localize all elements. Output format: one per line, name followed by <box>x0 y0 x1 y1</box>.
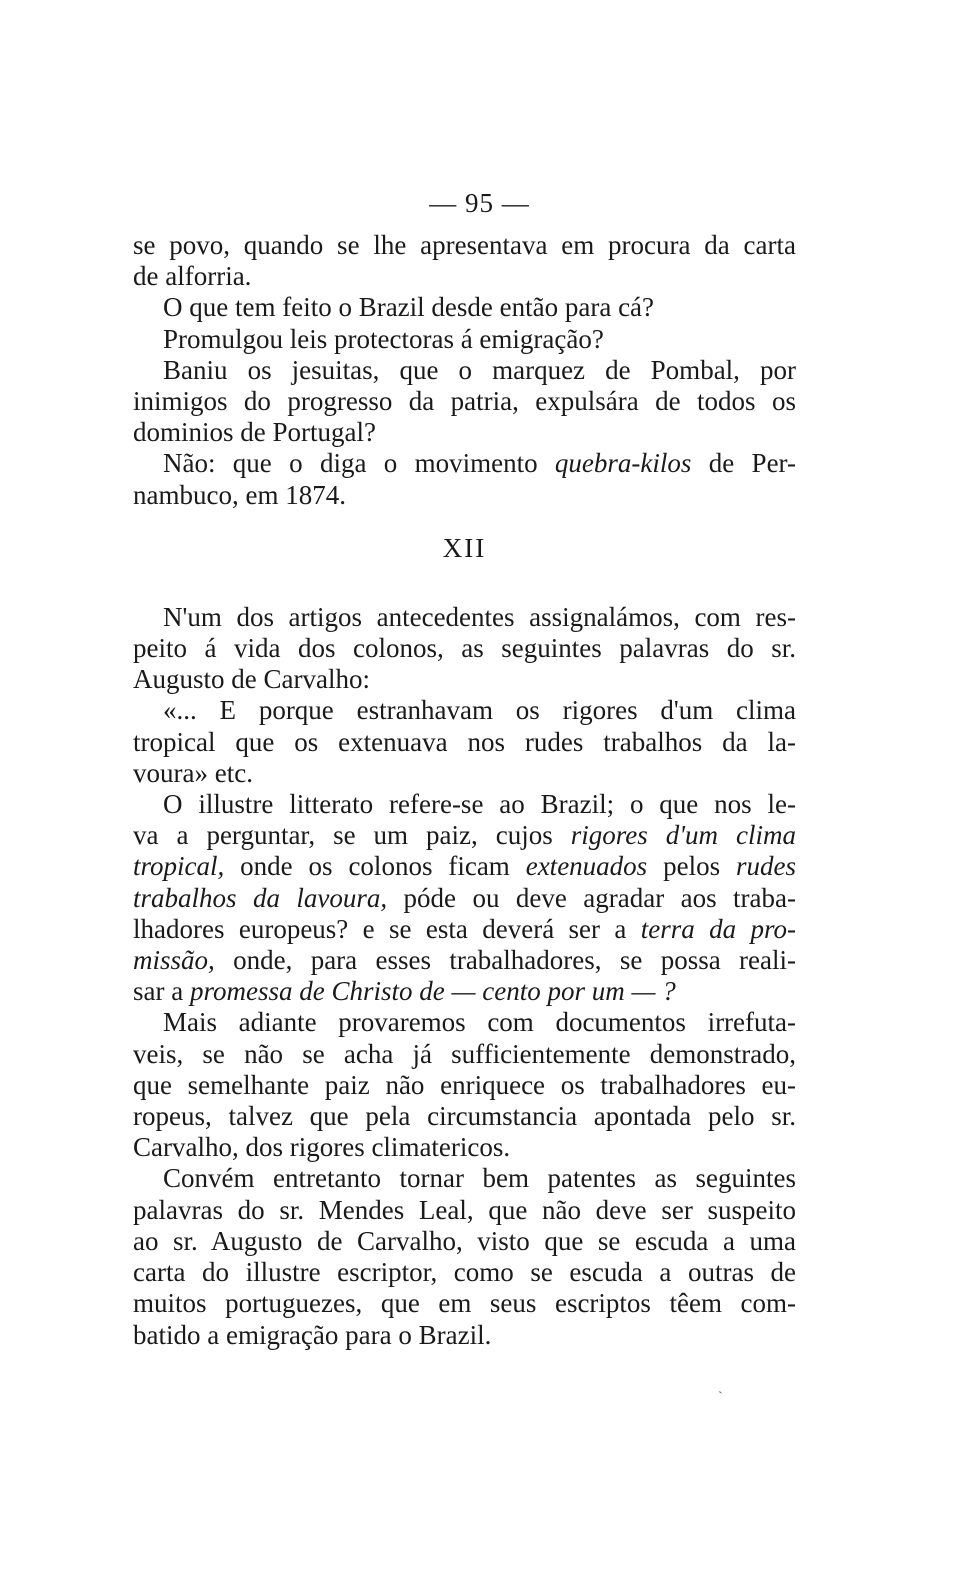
text-line: inimigos do progresso da patria, expulsára de todos os <box>133 386 796 417</box>
text-line <box>133 820 796 851</box>
text-line: Convém entretanto tornar bem patentes as seguintes <box>163 1163 796 1194</box>
text-segment: póde ou deve agradar aos traba- <box>387 882 796 913</box>
text-line: carta do illustre escriptor, como se escuda a outras de <box>133 1257 796 1288</box>
paragraph <box>133 1163 796 1350</box>
paragraph <box>133 355 796 449</box>
italic-text: quebra-kilos <box>554 448 692 479</box>
paragraph <box>133 1007 796 1163</box>
italic-text: extenuados <box>525 851 648 882</box>
text-line: batido a emigração para o Brazil. <box>133 1319 492 1350</box>
text-line: «... E porque estranhavam os rigores d'um clima <box>163 695 796 726</box>
text-line: se povo, quando se lhe apresentava em procura da carta <box>133 230 796 260</box>
paragraph <box>133 789 796 1007</box>
text-line: Augusto de Carvalho: <box>133 664 370 695</box>
italic-text: terra da pro- <box>640 913 797 944</box>
paragraph <box>133 292 796 323</box>
text-line: ropeus, talvez que pela circumstancia apontada pelo sr. <box>133 1101 796 1132</box>
text-segment: pelos <box>647 851 736 882</box>
text-line <box>133 976 796 1007</box>
text-line <box>133 448 796 479</box>
text-line: O illustre litterato refere-se ao Brazil; o que nos le- <box>163 789 796 820</box>
text-line: N'um dos artigos antecedentes assignalámos, com res- <box>163 601 796 632</box>
page-number: — 95 — <box>429 188 530 218</box>
text-line: tropical que os extenuava nos rudes trabalhos da la- <box>133 726 796 757</box>
stray-ink-mark: ` <box>718 1390 723 1405</box>
text-line: Promulgou leis protectoras á emigração? <box>163 323 604 354</box>
text-line: ao sr. Augusto de Carvalho, visto que se escuda a uma <box>133 1225 796 1256</box>
text-segment: Não: que o diga o movimento <box>163 448 555 479</box>
text-line: dominios de Portugal? <box>133 417 376 448</box>
book-page <box>133 188 796 1351</box>
italic-text: promessa de Christo de — cento por um — ? <box>189 976 676 1007</box>
paragraph <box>133 602 796 696</box>
text-line: veis, se não se acha já sufficientemente demonstrado, <box>133 1038 796 1069</box>
text-line: O que tem feito o Brazil desde então para cá? <box>163 292 655 323</box>
paragraph <box>133 230 796 292</box>
italic-text: rudes <box>736 851 796 882</box>
quotation-paragraph <box>133 695 796 789</box>
text-segment: de Per- <box>691 448 796 479</box>
text-segment: lhadores europeus? e se esta deverá ser a <box>133 913 641 944</box>
text-line <box>133 945 796 976</box>
text-line: de alforria. <box>133 261 252 292</box>
paragraph <box>133 324 796 355</box>
text-line: palavras do sr. Mendes Leal, que não deve ser suspeito <box>133 1194 796 1225</box>
text-segment: onde os colonos ficam <box>224 851 526 882</box>
text-line <box>133 914 796 945</box>
section-heading: XII <box>442 532 487 563</box>
text-line: nambuco, em 1874. <box>133 479 346 510</box>
text-line: Mais adiante provaremos com documentos irrefuta- <box>163 1007 796 1038</box>
text-segment: va a perguntar, se um paiz, cujos <box>133 820 571 851</box>
text-line <box>133 851 796 882</box>
italic-text: tropical, <box>133 851 225 882</box>
italic-text: missão, <box>133 945 215 976</box>
paragraph <box>133 448 796 510</box>
text-segment: sar a <box>133 976 190 1007</box>
text-line: Baniu os jesuitas, que o marquez de Pombal, por <box>163 354 796 385</box>
text-line <box>133 883 796 914</box>
text-line: Carvalho, dos rigores climatericos. <box>133 1132 511 1163</box>
italic-text: rigores d'um clima <box>570 820 796 851</box>
text-segment: onde, para esses trabalhadores, se possa reali- <box>214 945 796 976</box>
italic-text: trabalhos da lavoura, <box>133 882 388 913</box>
text-line: muitos portuguezes, que em seus escriptos têem com- <box>133 1288 796 1319</box>
text-line: voura» etc. <box>133 757 253 788</box>
text-line: peito á vida dos colonos, as seguintes palavras do sr. <box>133 633 796 664</box>
text-line: que semelhante paiz não enriquece os trabalhadores eu- <box>133 1069 796 1100</box>
